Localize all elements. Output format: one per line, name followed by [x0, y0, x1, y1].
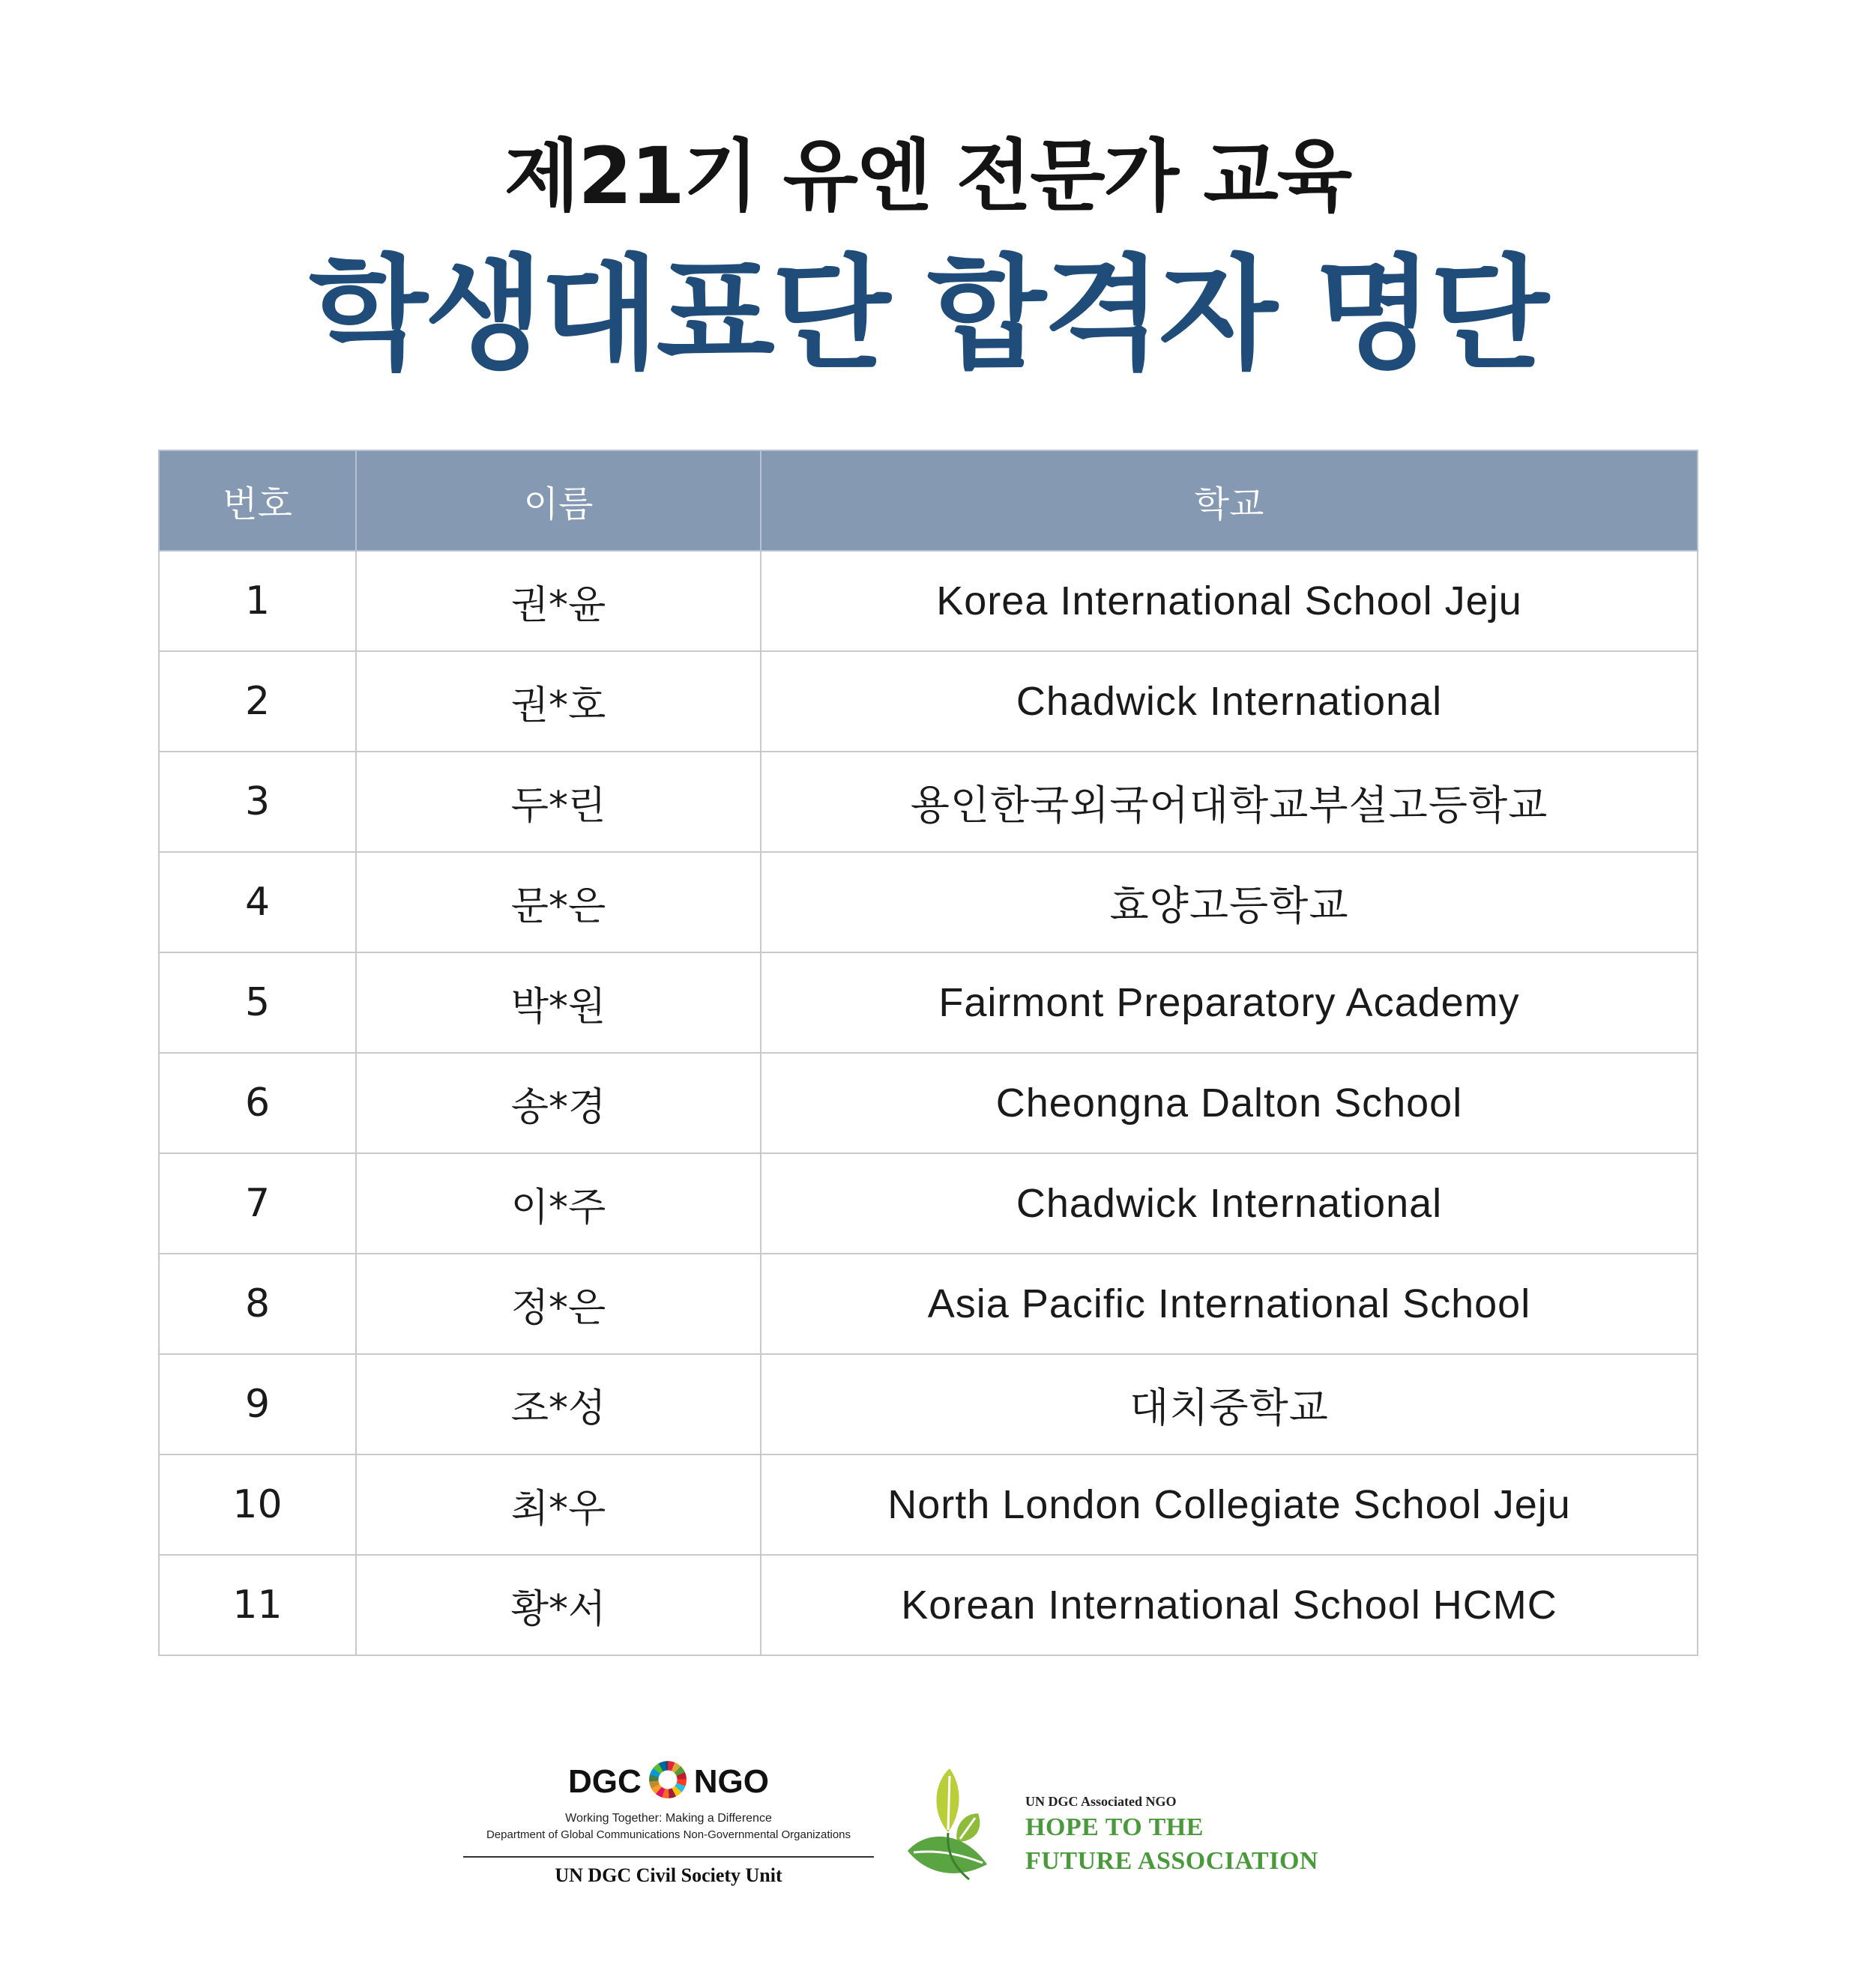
- cell-name: 정*은: [356, 1254, 761, 1354]
- cell-number: 3: [159, 752, 356, 852]
- column-header-name: 이름: [356, 450, 761, 551]
- cell-school: Fairmont Preparatory Academy: [761, 952, 1698, 1053]
- cell-number: 6: [159, 1053, 356, 1153]
- cell-school: Asia Pacific International School: [761, 1254, 1698, 1354]
- dgc-tagline: Working Together: Making a Difference: [565, 1812, 772, 1825]
- table-row: [159, 1555, 1698, 1655]
- table-row: [159, 651, 1698, 752]
- cell-number: 5: [159, 952, 356, 1053]
- leaves-icon: [903, 1761, 1016, 1888]
- table-row: [159, 952, 1698, 1053]
- hope-name-line2: FUTURE ASSOCIATION: [1025, 1847, 1318, 1875]
- column-header-number: 번호: [159, 450, 356, 551]
- dgc-civil-society-unit: UN DGC Civil Society Unit: [555, 1864, 782, 1886]
- cell-number: 4: [159, 852, 356, 952]
- cell-number: 1: [159, 551, 356, 651]
- dgc-department: Department of Global Communications Non-Governmental Organizations: [486, 1828, 851, 1841]
- table-row: [159, 1354, 1698, 1454]
- page-title-line1: 제21기 유엔 전문가 교육: [504, 130, 1351, 222]
- table-row: [159, 1254, 1698, 1354]
- hope-name-line1: HOPE TO THE: [1025, 1813, 1204, 1841]
- table-row: [159, 852, 1698, 952]
- cell-number: 2: [159, 651, 356, 752]
- sdg-wheel-icon: [649, 1761, 687, 1798]
- cell-school: 효양고등학교: [761, 852, 1698, 952]
- dgc-divider: [463, 1856, 874, 1858]
- cell-name: 이*주: [356, 1153, 761, 1254]
- cell-number: 8: [159, 1254, 356, 1354]
- dgc-ngo-logo: [463, 1761, 874, 1896]
- hope-future-logo: [903, 1761, 1323, 1888]
- table-row: [159, 551, 1698, 651]
- cell-school: 용인한국외국어대학교부설고등학교: [761, 752, 1698, 852]
- cell-school: Korean International School HCMC: [761, 1555, 1698, 1655]
- cell-school: Chadwick International: [761, 651, 1698, 752]
- cell-name: 송*경: [356, 1053, 761, 1153]
- cell-name: 문*은: [356, 852, 761, 952]
- cell-number: 9: [159, 1354, 356, 1454]
- cell-name: 황*서: [356, 1555, 761, 1655]
- cell-school: 대치중학교: [761, 1354, 1698, 1454]
- cell-school: North London Collegiate School Jeju: [761, 1454, 1698, 1555]
- roster-table-header: [159, 450, 1698, 551]
- table-row: [159, 1053, 1698, 1153]
- table-row: [159, 1153, 1698, 1254]
- column-header-school: 학교: [761, 450, 1698, 551]
- cell-number: 10: [159, 1454, 356, 1555]
- table-row: [159, 752, 1698, 852]
- hope-associated-label: UN DGC Associated NGO: [1025, 1794, 1177, 1809]
- cell-name: 권*호: [356, 651, 761, 752]
- cell-number: 11: [159, 1555, 356, 1655]
- cell-school: Chadwick International: [761, 1153, 1698, 1254]
- roster-table-body: [159, 551, 1698, 1655]
- roster-table: [158, 450, 1698, 1656]
- cell-name: 권*윤: [356, 551, 761, 651]
- cell-name: 최*우: [356, 1454, 761, 1555]
- cell-name: 두*린: [356, 752, 761, 852]
- page-title-line2: 학생대표단 합격자 명단: [309, 243, 1546, 386]
- cell-school: Cheongna Dalton School: [761, 1053, 1698, 1153]
- dgc-wordmark-right: NGO: [693, 1763, 769, 1800]
- cell-school: Korea International School Jeju: [761, 551, 1698, 651]
- dgc-wordmark-left: DGC: [567, 1763, 642, 1800]
- cell-number: 7: [159, 1153, 356, 1254]
- cell-name: 박*원: [356, 952, 761, 1053]
- dgc-ngo-wordmark: [463, 1761, 874, 1801]
- table-row: [159, 1454, 1698, 1555]
- cell-name: 조*성: [356, 1354, 761, 1454]
